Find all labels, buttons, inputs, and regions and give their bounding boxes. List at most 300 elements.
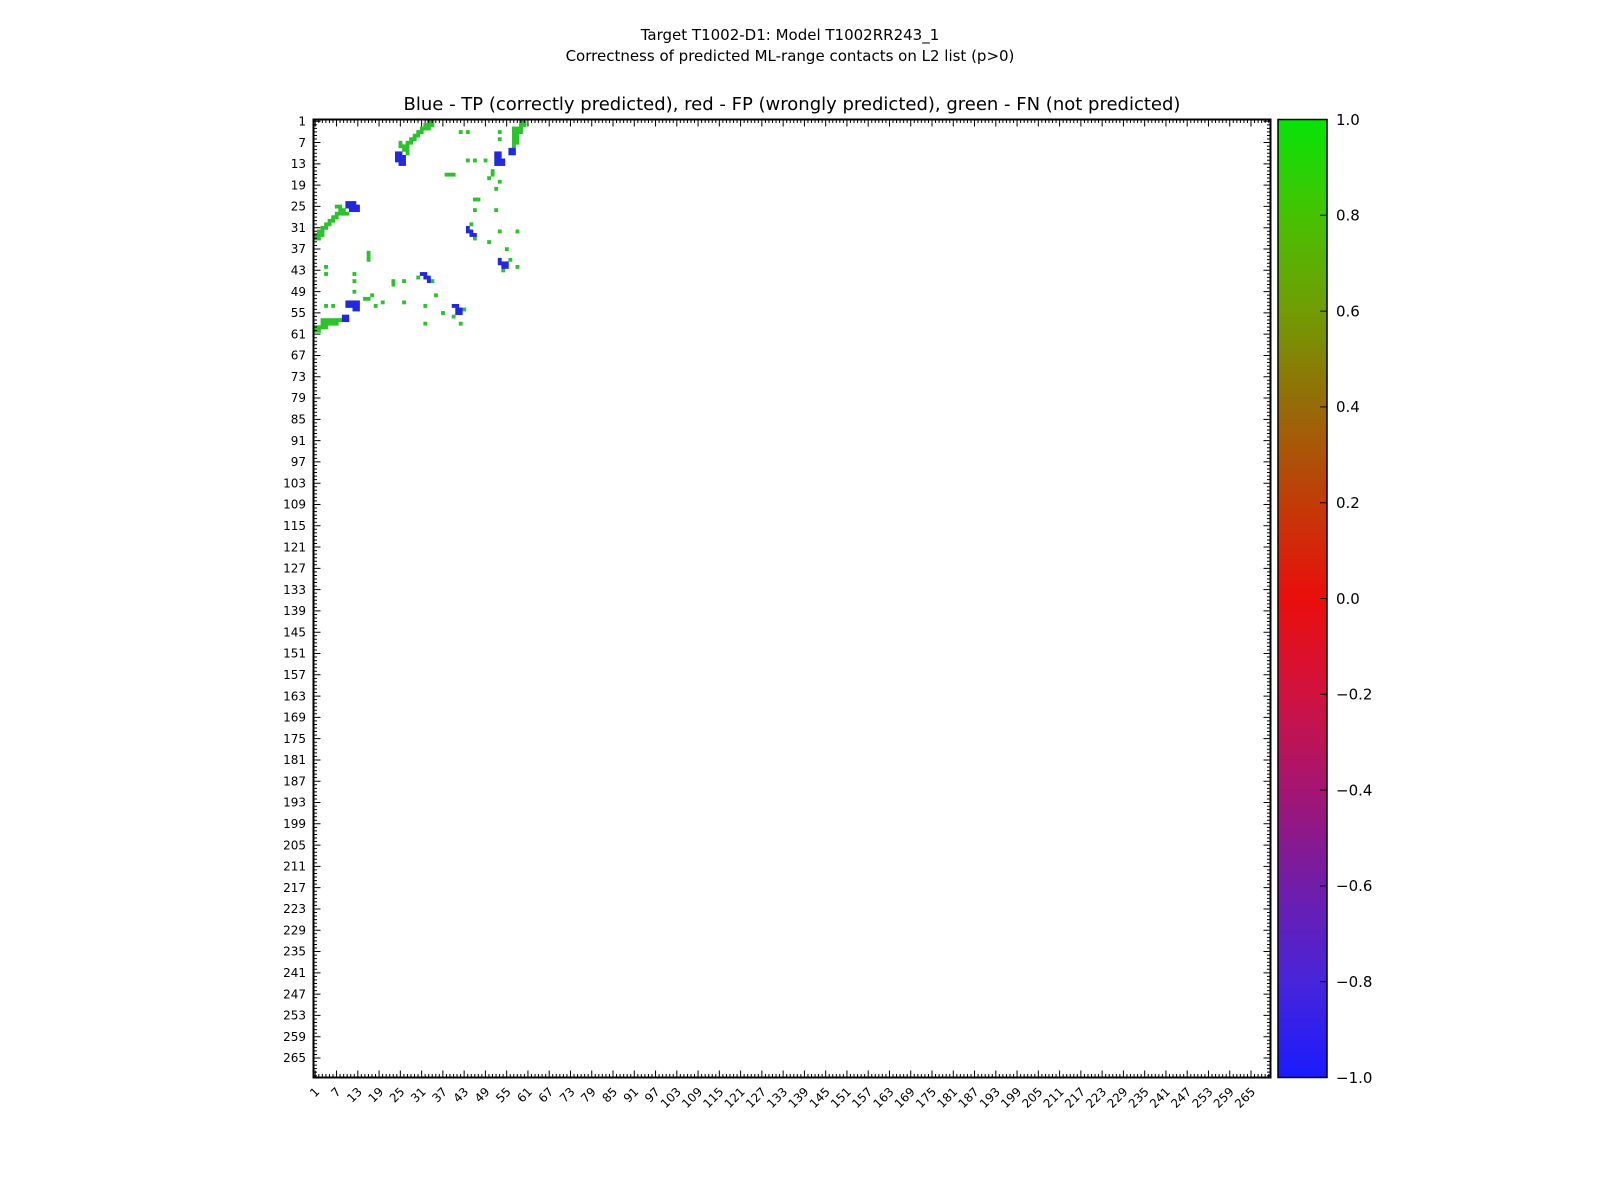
y-tick-label: 229 (283, 923, 306, 938)
x-tick-label: 25 (386, 1084, 408, 1106)
contact-cell-fn (445, 173, 449, 177)
contact-cell-fn (516, 137, 520, 141)
x-tick-label: 169 (891, 1084, 918, 1111)
x-tick-label: 235 (1125, 1084, 1152, 1111)
contact-cell-fn (498, 137, 502, 141)
colorbar-gradient (1278, 120, 1327, 1078)
contact-cell-tp (356, 308, 360, 312)
x-tick-label: 61 (514, 1084, 536, 1106)
contact-cell-tp (342, 318, 346, 322)
y-tick-label: 223 (283, 902, 306, 917)
contact-cell-tp (345, 315, 349, 319)
contact-cell-fn (491, 169, 495, 173)
contact-cell-fn (494, 208, 498, 212)
contact-cell-tp (459, 311, 463, 315)
contact-cell-fn (512, 130, 516, 134)
contact-cell-fn (367, 254, 371, 258)
contact-cell-fn (487, 240, 491, 244)
contact-cell-fn (367, 258, 371, 262)
contact-cell-tp (399, 151, 403, 155)
contact-cell-tp (455, 304, 459, 308)
contact-cell-fn (406, 144, 410, 148)
contact-cell-fn (317, 329, 321, 333)
x-tick-label: 91 (620, 1084, 642, 1106)
contact-cell-tp (352, 300, 356, 304)
contact-cell-tp (349, 201, 353, 205)
y-tick-label: 253 (283, 1008, 306, 1023)
contact-cell-fn (328, 219, 332, 223)
contact-cell-fn (512, 137, 516, 141)
y-tick-label: 7 (298, 135, 306, 150)
x-tick-label: 49 (471, 1084, 493, 1106)
contact-cell-fn (473, 198, 477, 202)
y-tick-label: 19 (290, 178, 306, 193)
contact-cell-fn (441, 311, 445, 315)
contact-cell-tp (345, 304, 349, 308)
contact-cell-tp (455, 311, 459, 315)
contact-cell-tp (356, 205, 360, 209)
y-tick-label: 55 (290, 306, 306, 321)
contact-cell-fn (423, 127, 427, 131)
contact-cell-fn (430, 123, 434, 127)
contact-cell-fn (420, 127, 424, 131)
contact-cell-fn (335, 212, 339, 216)
x-tick-label: 55 (493, 1084, 514, 1106)
contact-cell-tp (395, 151, 399, 155)
contact-cell-tp (466, 226, 470, 230)
contact-cell-tp (501, 265, 505, 269)
contact-cell-fn (519, 123, 523, 127)
y-tick-label: 181 (283, 753, 306, 768)
x-tick-label: 193 (976, 1084, 1003, 1111)
contact-cell-fn (338, 212, 342, 216)
contact-cell-fn (512, 127, 516, 131)
contact-points-layer (314, 120, 527, 333)
contact-cell-tp (395, 159, 399, 163)
contact-cell-tp (345, 318, 349, 322)
contact-cell-fn (512, 141, 516, 145)
contact-cell-fn (434, 293, 438, 297)
contact-cell-fn (459, 130, 463, 134)
contact-cell-tp (452, 304, 456, 308)
x-tick-label: 199 (998, 1084, 1025, 1111)
contact-cell-fn (328, 222, 332, 226)
contact-cell-tp (498, 261, 502, 265)
contact-cell-tp (352, 201, 356, 205)
contact-cell-fn (498, 180, 502, 184)
x-tick-label: 241 (1146, 1084, 1174, 1111)
y-tick-label: 49 (290, 284, 306, 299)
contact-cell-fn (413, 134, 417, 138)
x-tick-label: 259 (1210, 1084, 1237, 1111)
contact-cell-fn (374, 304, 378, 308)
x-tick-label: 265 (1232, 1084, 1259, 1111)
y-tick-label: 163 (283, 689, 306, 704)
y-tick-label: 265 (283, 1051, 306, 1066)
y-tick-label: 127 (283, 561, 306, 576)
figure-title-line2: Correctness of predicted ML-range contacts on L2 list (p>0) (565, 47, 1015, 65)
contact-cell-tp (512, 151, 516, 155)
contact-cell-fn (516, 134, 520, 138)
contact-cell-tp (349, 300, 353, 304)
contact-cell-tp (352, 308, 356, 312)
x-tick-label: 7 (328, 1084, 344, 1101)
contact-cell-fn (338, 208, 342, 212)
contact-cell-fn (416, 276, 420, 280)
contact-cell-fn (321, 325, 325, 329)
x-tick-label: 187 (955, 1084, 982, 1111)
contact-cell-fn (473, 159, 477, 163)
contact-cell-tp (512, 148, 516, 152)
y-tick-label: 175 (283, 731, 306, 746)
y-tick-label: 133 (283, 582, 306, 597)
x-tick-label: 43 (450, 1084, 472, 1106)
contact-cell-fn (317, 325, 321, 329)
contact-cell-tp (501, 159, 505, 163)
contact-cell-fn (321, 226, 325, 230)
figure-title-line1: Target T1002-D1: Model T1002RR243_1 (640, 26, 940, 44)
contact-cell-tp (498, 151, 502, 155)
contact-cell-fn (331, 318, 335, 322)
y-tick-label: 187 (283, 774, 306, 789)
x-tick-label: 109 (679, 1084, 706, 1111)
axes-layer (283, 115, 1270, 1111)
contact-cell-fn (427, 127, 431, 131)
contact-cell-fn (335, 318, 339, 322)
contact-cell-fn (399, 141, 403, 145)
contact-cell-fn (391, 283, 395, 287)
contact-cell-fn (331, 215, 335, 219)
contact-cell-tp (345, 201, 349, 205)
contact-cell-fn (338, 318, 342, 322)
contact-cell-fn (328, 322, 332, 326)
contact-cell-fn (452, 315, 456, 319)
contact-cell-fn (423, 322, 427, 326)
y-tick-label: 103 (283, 476, 306, 491)
contact-cell-fn (459, 322, 463, 326)
x-tick-label: 97 (641, 1084, 663, 1106)
x-tick-label: 13 (344, 1084, 365, 1106)
contact-cell-fn (491, 173, 495, 177)
contact-cell-fn (508, 258, 512, 262)
contact-cell-fn (498, 229, 502, 233)
contact-cell-tp (494, 162, 498, 166)
contact-cell-fn (413, 137, 417, 141)
contact-cell-fn (321, 233, 325, 237)
contact-cell-tp (423, 272, 427, 276)
contact-cell-tp (345, 300, 349, 304)
x-tick-label: 31 (408, 1084, 429, 1106)
x-tick-label: 217 (1061, 1084, 1089, 1111)
contact-cell-fn (516, 130, 520, 134)
contact-cell-fn (370, 293, 374, 297)
contact-cell-fn (501, 269, 505, 273)
x-tick-label: 175 (913, 1084, 940, 1111)
contact-cell-fn (338, 205, 342, 209)
contact-cell-fn (352, 290, 356, 294)
x-tick-label: 121 (721, 1084, 748, 1111)
contact-cell-fn (430, 279, 434, 283)
colorbar-tick-label: 0.4 (1336, 398, 1360, 417)
contact-cell-tp (459, 308, 463, 312)
y-tick-label: 37 (290, 242, 306, 257)
contact-cell-fn (427, 123, 431, 127)
x-tick-label: 181 (934, 1084, 961, 1111)
colorbar-tick-label: 0.0 (1336, 589, 1360, 608)
contact-cell-fn (516, 127, 520, 131)
contact-cell-fn (498, 130, 502, 134)
contact-cell-fn (473, 208, 477, 212)
contact-cell-fn (399, 144, 403, 148)
contact-cell-fn (402, 300, 406, 304)
colorbar-tick-label: 0.6 (1336, 302, 1360, 321)
contact-cell-fn (324, 322, 328, 326)
x-tick-label: 133 (764, 1084, 791, 1111)
contact-cell-fn (406, 148, 410, 152)
contact-cell-fn (406, 151, 410, 155)
colorbar-tick-label: 0.8 (1336, 206, 1360, 225)
contact-cell-fn (402, 144, 406, 148)
contact-cell-tp (498, 162, 502, 166)
contact-cell-fn (321, 229, 325, 233)
y-tick-label: 85 (290, 412, 306, 427)
contact-cell-tp (494, 159, 498, 163)
contact-cell-fn (466, 159, 470, 163)
contact-cell-fn (317, 233, 321, 237)
x-tick-label: 253 (1189, 1084, 1216, 1111)
contact-cell-fn (519, 130, 523, 134)
contact-cell-tp (356, 300, 360, 304)
contact-cell-fn (331, 304, 335, 308)
y-tick-label: 25 (290, 199, 306, 214)
y-tick-label: 199 (283, 817, 306, 831)
contact-cell-fn (335, 215, 339, 219)
contact-cell-tp (469, 233, 473, 237)
contact-cell-fn (335, 205, 339, 209)
minor-ticks (314, 120, 1271, 1078)
contact-cell-tp (349, 304, 353, 308)
contact-cell-fn (409, 141, 413, 145)
contact-cell-fn (466, 130, 470, 134)
y-tick-label: 73 (290, 369, 306, 384)
x-tick-label: 163 (870, 1084, 897, 1111)
contact-cell-fn (381, 300, 385, 304)
contact-cell-fn (317, 237, 321, 241)
y-tick-label: 235 (283, 944, 306, 959)
y-tick-label: 109 (283, 497, 306, 512)
contact-cell-tp (427, 276, 431, 280)
contact-cell-tp (469, 229, 473, 233)
x-tick-label: 37 (429, 1084, 451, 1106)
y-tick-label: 97 (290, 455, 306, 470)
contact-cell-fn (345, 212, 349, 216)
contact-cell-tp (505, 265, 509, 269)
contact-cell-tp (494, 151, 498, 155)
y-tick-label: 91 (290, 433, 306, 448)
x-tick-label: 247 (1168, 1084, 1195, 1111)
contact-cell-fn (342, 212, 346, 216)
y-tick-label: 241 (283, 966, 306, 980)
contact-cell-tp (399, 162, 403, 166)
contact-cell-fn (512, 134, 516, 138)
contact-cell-tp (455, 308, 459, 312)
contact-cell-tp (356, 208, 360, 212)
contact-cell-tp (402, 159, 406, 163)
contact-cell-tp (349, 208, 353, 212)
y-tick-label: 13 (290, 157, 306, 172)
contact-cell-fn (420, 130, 424, 134)
x-tick-label: 103 (657, 1084, 684, 1111)
contact-cell-fn (324, 304, 328, 308)
contact-cell-tp (498, 155, 502, 159)
y-tick-label: 61 (290, 327, 306, 342)
y-tick-label: 121 (283, 540, 306, 555)
contact-cell-fn (324, 265, 328, 269)
contact-cell-fn (324, 325, 328, 329)
major-ticks (314, 120, 1271, 1078)
x-tick-label: 79 (578, 1084, 599, 1106)
contact-cell-tp (352, 208, 356, 212)
x-tick-label: 139 (785, 1084, 812, 1111)
contact-cell-fn (469, 222, 473, 226)
contact-cell-tp (345, 205, 349, 209)
contact-cell-tp (505, 261, 509, 265)
contact-cell-fn (448, 173, 452, 177)
contact-cell-tp (508, 148, 512, 152)
y-tick-label: 79 (290, 391, 306, 406)
colorbar-tick-label: −0.8 (1336, 972, 1373, 991)
contact-cell-fn (402, 148, 406, 152)
contact-cell-fn (473, 237, 477, 241)
contact-cell-tp (352, 205, 356, 209)
contact-cell-tp (473, 233, 477, 237)
contact-cell-tp (352, 304, 356, 308)
x-tick-label: 223 (1083, 1084, 1110, 1111)
contact-cell-fn (331, 322, 335, 326)
contact-cell-fn (416, 130, 420, 134)
contact-cell-fn (462, 308, 466, 312)
y-tick-label: 67 (290, 348, 306, 363)
y-tick-label: 259 (283, 1029, 306, 1044)
colorbar-tick-label: 0.2 (1336, 493, 1360, 512)
x-tick-label: 19 (365, 1084, 387, 1106)
contact-cell-fn (321, 318, 325, 322)
contact-cell-tp (498, 258, 502, 262)
contact-cell-fn (477, 198, 481, 202)
contact-cell-fn (423, 304, 427, 308)
y-tick-label: 31 (290, 220, 306, 235)
contact-cell-tp (356, 304, 360, 308)
contact-cell-tp (402, 155, 406, 159)
contact-cell-fn (494, 187, 498, 191)
contact-cell-fn (406, 141, 410, 145)
x-tick-label: 1 (307, 1084, 323, 1101)
y-tick-label: 145 (283, 625, 306, 640)
contact-cell-fn (352, 279, 356, 283)
y-tick-label: 139 (283, 604, 306, 619)
contact-cell-fn (416, 134, 420, 138)
contact-cell-fn (363, 297, 367, 301)
colorbar-tick-label: −0.6 (1336, 877, 1373, 896)
contact-cell-fn (409, 137, 413, 141)
x-tick-label: 157 (849, 1084, 876, 1111)
x-tick-label: 151 (827, 1084, 855, 1111)
contact-cell-fn (324, 222, 328, 226)
contact-cell-fn (402, 279, 406, 283)
contact-cell-fn (324, 318, 328, 322)
colorbar-tick-label: 1.0 (1336, 110, 1360, 129)
y-tick-label: 217 (283, 880, 306, 895)
contact-cell-fn (391, 279, 395, 283)
colorbar-tick-label: −0.2 (1336, 685, 1373, 704)
contact-cell-fn (321, 322, 325, 326)
y-tick-label: 211 (283, 859, 306, 874)
y-tick-label: 115 (283, 519, 306, 533)
contact-cell-tp (501, 162, 505, 166)
contact-cell-tp (399, 159, 403, 163)
contact-cell-fn (523, 123, 527, 127)
contact-cell-fn (324, 272, 328, 276)
y-tick-label: 151 (283, 646, 306, 661)
contact-cell-tp (508, 151, 512, 155)
x-tick-label: 145 (806, 1084, 833, 1111)
contact-cell-tp (466, 229, 470, 233)
y-tick-label: 157 (283, 668, 306, 682)
contact-cell-fn (352, 272, 356, 276)
x-tick-label: 115 (700, 1084, 727, 1111)
contact-cell-fn (452, 173, 456, 177)
contact-cell-fn (367, 251, 371, 255)
contact-cell-tp (494, 155, 498, 159)
contact-cell-fn (317, 229, 321, 233)
y-tick-label: 169 (283, 710, 306, 725)
colorbar-tick-label: −0.4 (1336, 781, 1373, 800)
contact-cell-fn (331, 219, 335, 223)
contact-cell-fn (484, 159, 488, 163)
x-tick-label: 67 (535, 1084, 557, 1106)
contact-cell-tp (399, 155, 403, 159)
contact-cell-fn (342, 208, 346, 212)
y-tick-label: 193 (283, 795, 306, 810)
contact-cell-tp (427, 279, 431, 283)
contact-cell-tp (349, 205, 353, 209)
contact-cell-fn (516, 141, 520, 145)
contact-cell-fn (519, 127, 523, 131)
contact-cell-tp (498, 159, 502, 163)
contact-cell-fn (423, 123, 427, 127)
y-tick-label: 43 (290, 263, 306, 278)
contact-cell-fn (324, 226, 328, 230)
y-tick-label: 247 (283, 987, 306, 1002)
colorbar (1278, 111, 1372, 1087)
x-tick-label: 127 (742, 1084, 770, 1111)
colorbar-tick-label: −1.0 (1336, 1068, 1373, 1087)
x-tick-label: 73 (556, 1084, 578, 1106)
x-tick-label: 229 (1104, 1084, 1131, 1111)
contact-cell-tp (420, 272, 424, 276)
y-tick-label: 1 (298, 114, 306, 129)
x-tick-label: 85 (599, 1084, 621, 1106)
contact-cell-fn (367, 297, 371, 301)
contact-cell-fn (505, 247, 509, 251)
x-tick-label: 205 (1019, 1084, 1046, 1111)
contact-cell-tp (342, 315, 346, 319)
contact-cell-tp (395, 155, 399, 159)
contact-cell-fn (512, 144, 516, 148)
contact-cell-fn (516, 265, 520, 269)
plot-spines (314, 120, 1271, 1078)
contact-cell-fn (335, 322, 339, 326)
